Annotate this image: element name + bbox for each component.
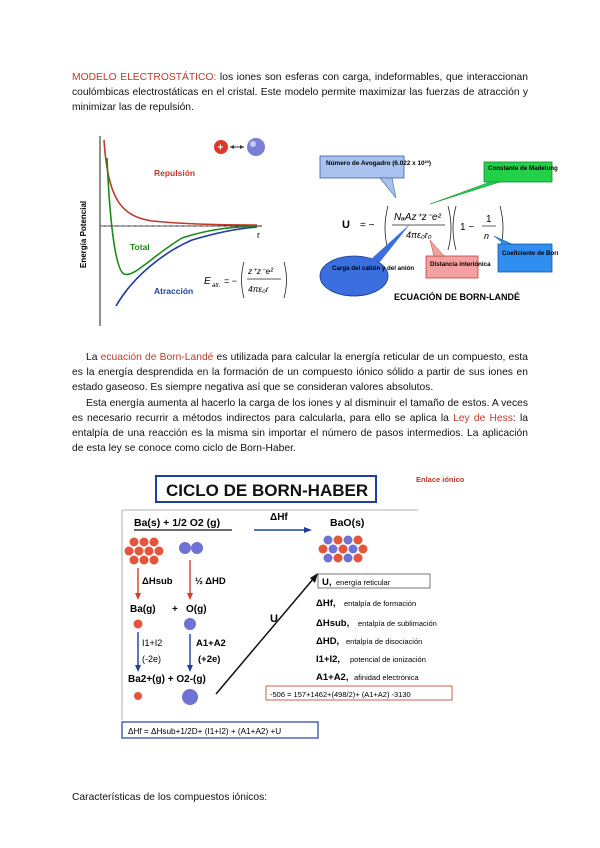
- attraction-label: Atracción: [154, 286, 194, 296]
- dhsub-label: ΔHsub: [142, 576, 173, 587]
- avogadro-label: Número de Avogadro (6.022 x 10²³): [326, 160, 431, 167]
- legend-dhsub-sym: ΔHsub,: [316, 618, 350, 629]
- eq-num: NₐAz⁺z⁻e²: [394, 212, 441, 223]
- half-dhd-label: ½ ΔHD: [195, 576, 226, 587]
- formula-num: z⁺z⁻e²: [248, 266, 274, 276]
- formula-lhs: E: [204, 276, 211, 287]
- footer-heading: Características de los compuestos iónicos:: [72, 792, 268, 803]
- o-gas: O(g): [186, 604, 207, 615]
- cycle-equation: ΔHf = ΔHsub+1/2D+ (I1+I2) + (A1+A2) +U: [128, 727, 282, 736]
- formula-eq: = −: [224, 276, 238, 286]
- born-coef-label: Coeficiente de Born: [502, 250, 558, 257]
- dhf-label: ΔHf: [270, 512, 288, 523]
- born-haber-diagram: [118, 470, 490, 760]
- total-label: Total: [130, 242, 150, 252]
- link-ley-hess[interactable]: Ley de Hess: [453, 413, 513, 424]
- formula-sub: atr.: [212, 283, 221, 289]
- legend-dhd-sym: ΔHD,: [316, 636, 340, 647]
- charges-label: Carga del catión y del anión: [332, 265, 415, 272]
- eq-lhs: U: [342, 219, 350, 231]
- ions-gas: Ba2+(g) + O2-(g): [128, 674, 206, 685]
- a1a2-label: A1+A2: [196, 638, 226, 649]
- u-label: U: [270, 613, 278, 625]
- born-haber-title: CICLO DE BORN-HABER: [166, 481, 369, 500]
- formula-den: 4πε₀r: [248, 284, 269, 294]
- repulsion-label: Repulsión: [154, 168, 196, 178]
- ba-gas: Ba(g): [130, 604, 156, 615]
- legend-a1a2-sym: A1+A2,: [316, 672, 349, 683]
- legend-dhsub-desc: entalpía de sublimación: [358, 619, 437, 628]
- minus2e-label: (-2e): [142, 654, 162, 664]
- enlace-tag: Enlace iónico: [416, 475, 465, 484]
- legend-u-sym: U,: [322, 577, 332, 588]
- born-lande-caption: ECUACIÓN DE BORN-LANDÉ: [394, 292, 520, 302]
- link-born-lande[interactable]: ecuación de Born-Landé: [100, 352, 214, 363]
- legend-i1i2-desc: potencial de ionización: [350, 655, 426, 664]
- legend-a1a2-desc: afinidad electrónica: [354, 673, 419, 682]
- x-axis-label: r: [257, 230, 260, 240]
- legend-i1i2-sym: I1+I2,: [316, 654, 341, 665]
- plus2e-label: (+2e): [198, 654, 221, 665]
- intro-text: los iones son esferas con carga, indeformables, que interaccionan coulómbicas electrostáticas en el cristal. Este modelo permite maximizar las fuerzas de atracción y minimizar las de repulsión.: [72, 72, 528, 113]
- distance-label: Distancia interiónica: [430, 261, 491, 268]
- svg-text:+: +: [172, 604, 178, 615]
- paragraph-hess: Esta energía aumenta al hacerlo la carga de los iones y al disminuir el tamaño de estos. A veces es necesario recurrir a métodos indirectos para calcularla, para ello se aplica la Ley de Hess: la entalpía de una reacción es la misma sin importar el número de pasos intermedios. La aplicación de esta ley se conoce como ciclo de Born-Haber.: [72, 398, 528, 454]
- legend-dhd-desc: entalpía de disociación: [346, 637, 423, 646]
- legend-dhf-sym: ΔHf,: [316, 598, 336, 609]
- product: BaO(s): [330, 517, 365, 529]
- legend-u-desc: energía reticular: [336, 578, 391, 587]
- paragraph-born-lande: La ecuación de Born-Landé es utilizada para calcular la energía reticular de un compuesto, esta es la energía desprendida en la formación de un compuesto iónico sólido a partir de sus iones en estado gaseoso. Es siempre negativa así que se consideran valores absolutos.: [72, 352, 528, 393]
- eq-frac-num: 1: [486, 214, 492, 225]
- eq-frac-den: n: [484, 231, 490, 241]
- eq-sign: = −: [360, 220, 375, 231]
- madelung-label: Constante de Madelung: [488, 165, 558, 172]
- calc-text: -506 = 157+1462+(498/2)+ (A1+A2) -3130: [270, 690, 411, 699]
- intro-paragraph: [72, 70, 528, 115]
- y-axis-label: Energía Potencial: [79, 200, 88, 268]
- eq-one: 1 −: [460, 222, 475, 233]
- legend-dhf-desc: entalpía de formación: [344, 599, 417, 608]
- born-lande-diagram: [318, 152, 558, 307]
- eq-den: 4πε₀r₀: [406, 230, 432, 240]
- ion-pair-icon: [212, 136, 268, 158]
- ba-lattice: [125, 538, 164, 565]
- svg-text:+: +: [217, 142, 224, 154]
- bao-lattice: [319, 536, 368, 563]
- reactants: Ba(s) + 1/2 O2 (g): [134, 517, 221, 529]
- i1i2-label: I1+I2: [142, 638, 163, 648]
- intro-term: MODELO ELECTROSTÁTICO:: [72, 72, 217, 83]
- energy-plot: [72, 128, 304, 330]
